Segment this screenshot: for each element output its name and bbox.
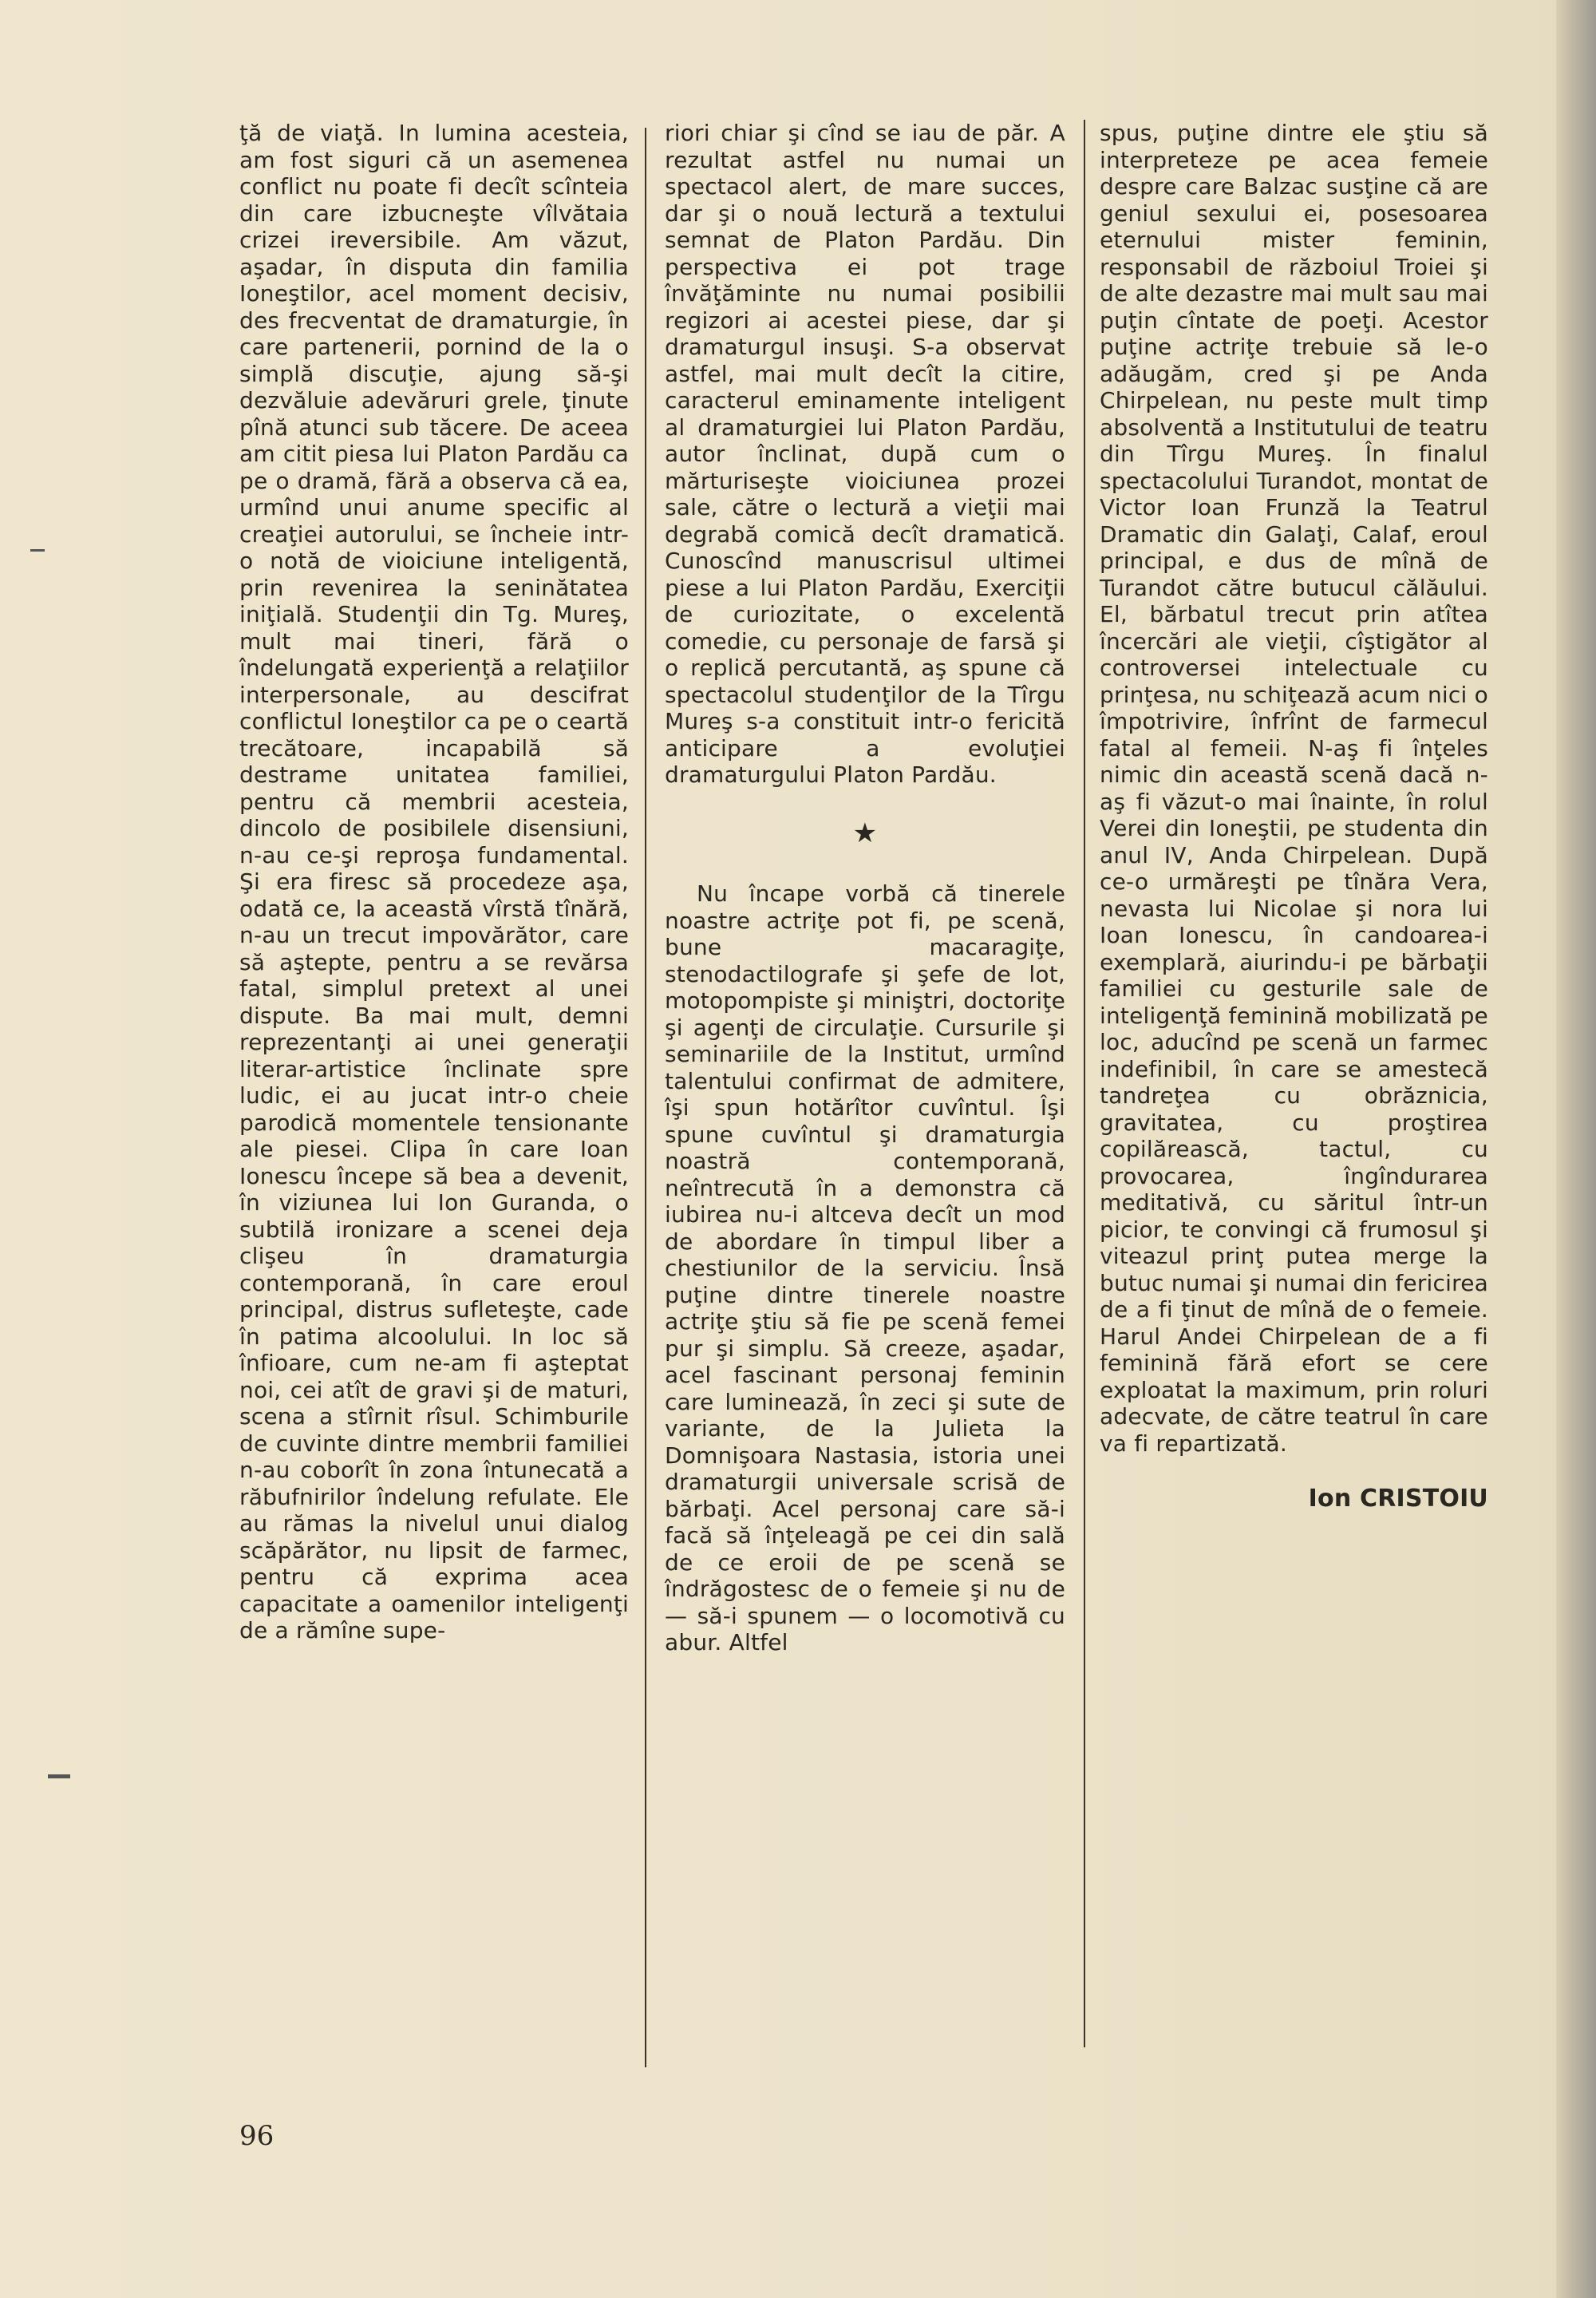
section-separator-star: ★	[852, 817, 878, 849]
author-signature: Ion CRISTOIU	[1308, 1485, 1488, 1513]
paragraph: Nu încape vorbă că tinerele noastre actriţe pot fi, pe scenă, bune macaragiţe, stenodactilografe şi şefe de lot, motopompiste şi miniştri, doctoriţe şi agenţi de circulaţie. Cursurile şi seminariile de la Institut, urmînd talentului confirmat de admitere, îşi spun hotărîtor cuvîntul. Îşi spune cuvîntul şi dramaturgia noastră contemporană, neîntrecută în a demonstra că iubirea nu-i altceva decît un mod de abordare în timpul liber a chestiunilor de la serviciu. Însă puţine dintre tinerele noastre actriţe ştiu să fie pe scenă femei pur şi simplu. Să creeze, aşadar, acel fascinant personaj feminin care luminează, în zeci şi sute de variante, de la Julieta la Domnişoara Nastasia, istoria unei dramaturgii universale scrisă de bărbaţi. Acel personaj care să-i facă să înţeleagă pe cei din sală de ce eroii de pe scenă se îndrăgostesc de o femeie şi nu de — să-i spunem — o locomotivă cu abur. Altfel	[665, 880, 1065, 1655]
paragraph: ţă de viaţă. In lumina acesteia, am fost siguri că un asemenea conflict nu poate fi decît scînteia din care izbucneşte vîlvătaia crizei ireversibile. Am văzut, aşadar, în disputa din familia Ioneştilor, acel moment decisiv, des frecventat de dramaturgie, în care partenerii, pornind de la o simplă discuţie, ajung să-şi dezvăluie adevăruri grele, ţinute pînă atunci sub tăcere. De aceea am citit piesa lui Platon Pardău ca pe o dramă, fără a observa că ea, urmînd unui anume specific al creaţiei autorului, se încheie intr-o notă de vioiciune inteligentă, prin revenirea la seninătatea iniţială. Studenţii din Tg. Mureş, mult mai tineri, fără o îndelungată experienţă a relaţiilor interpersonale, au descifrat conflictul Ioneştilor ca pe o ceartă trecătoare, incapabilă să destrame unitatea familiei, pentru că membrii acesteia, dincolo de posibilele disensiuni, n-au ce-şi reproşa fundamental. Şi era firesc să procedeze aşa, odată ce, la această vîrstă tînără, n-au un trecut impovărător, care să aştepte, pentru a se revărsa fatal, simplul pretext al unei dispute. Ba mai mult, demni reprezentanţi ai unei generaţii literar-artistice înclinate spre ludic, ei au jucat intr-o cheie parodică momentele tensionante ale piesei. Clipa în care Ioan Ionescu începe să bea a devenit, în viziunea lui Ion Guranda, o subtilă ironizare a scenei deja clişeu în dramaturgia contemporană, în care eroul principal, distrus sufleteşte, cade în patima alcoolului. In loc să înfioare, cum ne-am fi aşteptat noi, cei atît de gravi şi de maturi, scena a stîrnit rîsul. Schimburile de cuvinte dintre membrii familiei n-au coborît în zona întunecată a răbufnirilor îndelung refulate. Ele au rămas la nivelul unui dialog scăpărător, nu lipsit de farmec, pentru că exprima acea capacitate a oamenilor inteligenţi de a rămîne supe-	[239, 120, 629, 1643]
margin-mark	[30, 549, 45, 552]
text-column-2	[665, 120, 1065, 1656]
column-divider	[1084, 120, 1085, 2047]
paragraph: spus, puţine dintre ele ştiu să interpreteze pe acea femeie despre care Balzac susţine că are geniul sexului ei, posesoarea eternului mister feminin, responsabil de războiul Troiei şi de alte dezastre mai mult sau mai puţin cîntate de poeţi. Acestor puţine actriţe trebuie să le-o adăugăm, cred şi pe Anda Chirpelean, nu peste mult timp absolventă a Institutului de teatru din Tîrgu Mureş. În finalul spectacolului Turandot, montat de Victor Ioan Frunză la Teatrul Dramatic din Galaţi, Calaf, eroul principal, e dus de mînă de Turandot către butucul călăului. El, bărbatul trecut prin atîtea încercări ale vieţii, cîştigător al controversei intelectuale cu prinţesa, nu schiţează acum nici o împotrivire, înfrînt de farmecul fatal al femeii. N-aş fi înţeles nimic din această scenă dacă n-aş fi văzut-o mai înainte, în rolul Verei din Ioneştii, pe studenta din anul IV, Anda Chirpelean. După ce-o urmăreşti pe tînăra Vera, nevasta lui Nicolae şi nora lui Ioan Ionescu, în candoarea-i exemplară, aiurindu-i pe bărbaţii familiei cu gesturile sale de inteligenţă feminină mobilizată pe loc, aducînd pe scenă un farmec indefinibil, în care se amestecă tandreţea cu obrăznicia, gravitatea, cu proştirea copilărească, tactul, cu provocarea, îngîndurarea meditativă, cu săritul într-un picior, te convingi că frumosul şi viteazul prinţ putea merge la butuc numai şi numai din fericirea de a fi ţinut de mînă de o femeie. Harul Andei Chirpelean de a fi feminină fără efort se cere exploatat la maximum, prin roluri adecvate, de către teatrul în care va fi repartizată.	[1100, 120, 1488, 1457]
page-edge-shadow	[1556, 0, 1596, 2298]
text-column-1	[239, 120, 629, 1644]
margin-mark	[48, 1774, 70, 1778]
page-number: 96	[239, 2120, 275, 2152]
paragraph: riori chiar şi cînd se iau de păr. A rezultat astfel nu numai un spectacol alert, de mare succes, dar şi o nouă lectură a textului semnat de Platon Pardău. Din perspectiva ei pot trage învăţăminte nu numai posibilii regizori ai acestei piese, dar şi dramaturgul insuşi. S-a observat astfel, mai mult decît la citire, caracterul eminamente inteligent al dramaturgiei lui Platon Pardău, autor înclinat, după cum o mărturiseşte vioiciunea prozei sale, către o lectură a vieţii mai degrabă comică decît dramatică. Cunoscînd manuscrisul ultimei piese a lui Platon Pardău, Exerciţii de curiozitate, o excelentă comedie, cu personaje de farsă şi o replică percutantă, aş spune că spectacolul studenţilor de la Tîrgu Mureş s-a constituit intr-o fericită anticipare a evoluţiei dramaturgului Platon Pardău.	[665, 120, 1065, 788]
column-divider	[645, 128, 646, 2067]
text-column-3	[1100, 120, 1488, 1513]
